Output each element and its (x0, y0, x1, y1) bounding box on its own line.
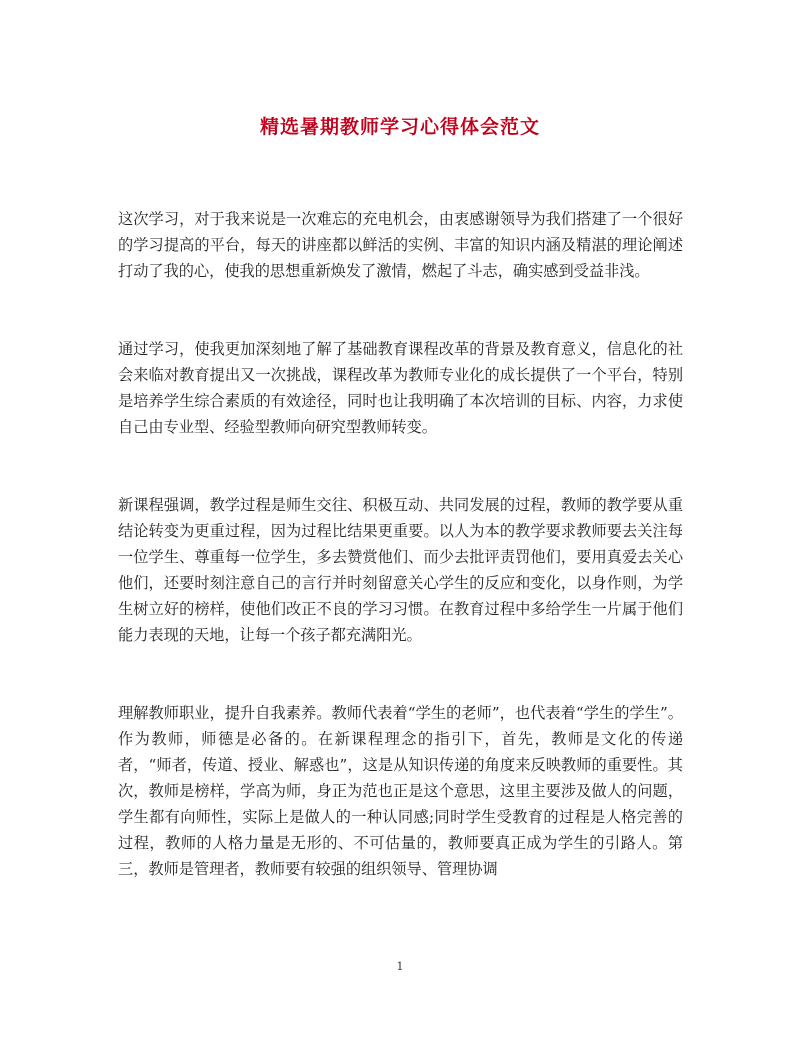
paragraph-4: 理解教师职业，提升自我素养。教师代表着“学生的老师”，也代表着“学生的学生”。作为教师，师德是必备的。在新课程理念的指引下，首先，教师是文化的传递者，“师者，传道、授业、解惑也”，这是从知识传递的角度来反映教师的重要性。其次，教师是榜样，学高为师，身正为范也正是这个意思，这里主要涉及做人的问题，学生都有向师性，实际上是做人的一种认同感;同时学生受教育的过程是人格完善的过程，教师的人格力量是无形的、不可估量的，教师要真正成为学生的引路人。第三，教师是管理者，教师要有较强的组织领导、管理协调 (118, 704, 683, 878)
document-body (118, 206, 683, 934)
paragraph-1: 这次学习，对于我来说是一次难忘的充电机会，由衷感谢领导为我们搭建了一个很好的学习提高的平台，每天的讲座都以鲜活的实例、丰富的知识内涵及精湛的理论阐述打动了我的心，使我的思想重新焕发了激情，燃起了斗志，确实感到受益非浅。 (118, 210, 683, 280)
paragraph-2: 通过学习，使我更加深刻地了解了基础教育课程改革的背景及教育意义，信息化的社会来临对教育提出又一次挑战，课程改革为教师专业化的成长提供了一个平台，特别是培养学生综合素质的有效途径，同时也让我明确了本次培训的目标、内容，力求使自己由专业型、经验型教师向研究型教师转变。 (118, 340, 683, 436)
page-number: 1 (396, 960, 404, 973)
paragraph-3: 新课程强调，教学过程是师生交往、积极互动、共同发展的过程，教师的教学要从重结论转变为更重过程，因为过程比结果更重要。以人为本的教学要求教师要去关注每一位学生、尊重每一位学生，多去赞赏他们、而少去批评责罚他们，要用真爱去关心他们，还要时刻注意自己的言行并时刻留意关心学生的反应和变化，以身作则，为学生树立好的榜样，使他们改正不良的学习习惯。在教育过程中多给学生一片属于他们能力表现的天地，让每一个孩子都充满阳光。 (118, 496, 683, 644)
page-title: 精选暑期教师学习心得体会范文 (259, 116, 540, 138)
